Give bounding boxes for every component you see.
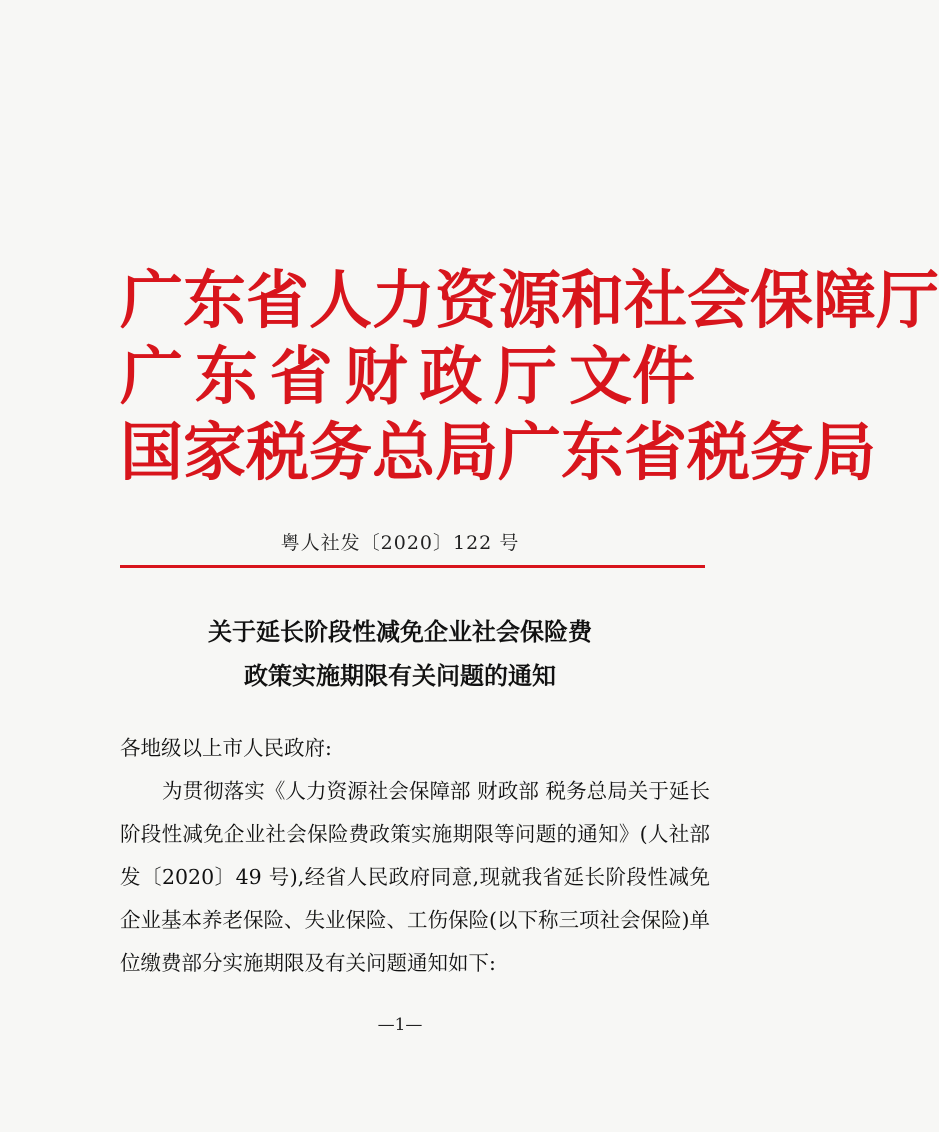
document-header bbox=[120, 262, 939, 490]
issuer-line-1: 广东省人力资源和社会保障厅 bbox=[120, 263, 939, 337]
salutation: 各地级以上市人民政府: bbox=[120, 736, 332, 760]
issuer-line-2-char: 厅 bbox=[494, 339, 558, 413]
title-line-1: 关于延长阶段性减免企业社会保险费 bbox=[208, 617, 592, 646]
red-divider-line bbox=[120, 565, 705, 568]
page-number: —1— bbox=[377, 1015, 423, 1035]
issuer-line-2-char: 省 bbox=[269, 339, 333, 413]
document-number: 粤人社发〔2020〕122 号 bbox=[280, 532, 520, 554]
body-paragraph: 为贯彻落实《人力资源社会保障部 财政部 税务总局关于延长阶段性减免企业社会保险费政策实施期限等问题的通知》(人社部发〔2020〕49 号),经省人民政府同意,现就我省延长阶段性减免企业基本养老保险、失业保险、工伤保险(以下称三项社会保险)单位缴费部分实施期限及有关问题通知如下: bbox=[120, 779, 710, 975]
title-line-2: 政策实施期限有关问题的通知 bbox=[244, 661, 556, 690]
document-body bbox=[120, 727, 710, 985]
issuer-line-2-char: 东 bbox=[194, 339, 258, 413]
issuer-line-2-char: 财 bbox=[344, 339, 408, 413]
document-title bbox=[0, 610, 800, 698]
issuer-line-2-char: 文件 bbox=[568, 339, 695, 413]
issuer-line-2 bbox=[120, 338, 695, 414]
issuer-line-3: 国家税务总局广东省税务局 bbox=[120, 415, 876, 489]
issuer-line-2-char: 政 bbox=[419, 339, 483, 413]
issuer-line-2-char: 广 bbox=[120, 339, 183, 413]
